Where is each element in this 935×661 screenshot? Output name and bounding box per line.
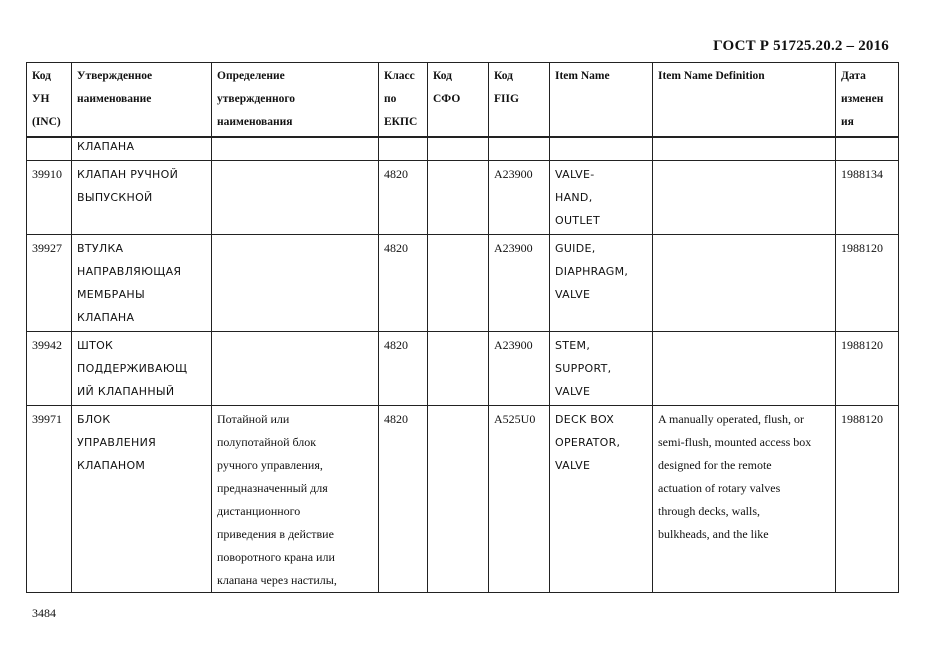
- cell-ekps: [379, 137, 428, 161]
- cell-sfo: [428, 405, 489, 592]
- table-row: [27, 137, 899, 161]
- cell-fiig: [489, 137, 550, 161]
- cell-fiig: A23900: [489, 160, 550, 234]
- col-header-ekps: Класс по ЕКПС: [379, 63, 428, 137]
- table-row: [27, 331, 899, 405]
- cell-date: 1988120: [836, 331, 899, 405]
- cell-name: КЛАПАН РУЧНОЙ ВЫПУСКНОЙ: [72, 160, 212, 234]
- table-header: [27, 63, 899, 137]
- page-number: 3484: [32, 606, 56, 620]
- col-header-name: Утвержденное наименование: [72, 63, 212, 137]
- col-header-item-name: Item Name: [550, 63, 653, 137]
- table-row: [27, 160, 899, 234]
- cell-fiig: A525U0: [489, 405, 550, 592]
- cell-date: 1988120: [836, 405, 899, 592]
- cell-item-definition: A manually operated, flush, or semi-flush, mounted access box designed for the remote actuation of rotary valves through decks, walls, bulkheads, and the like: [653, 405, 836, 592]
- cell-inc: 39971: [27, 405, 72, 592]
- col-header-sfo: Код СФО: [428, 63, 489, 137]
- cell-date: 1988120: [836, 234, 899, 331]
- col-header-definition: Определение утвержденного наименования: [212, 63, 379, 137]
- cell-item-definition: [653, 160, 836, 234]
- cell-name: ВТУЛКА НАПРАВЛЯЮЩАЯ МЕМБРАНЫ КЛАПАНА: [72, 234, 212, 331]
- cell-definition: Потайной или полупотайной блок ручного управления, предназначенный для дистанционного приведения в действие поворотного крана или клапана через настилы,: [212, 405, 379, 592]
- cell-sfo: [428, 234, 489, 331]
- cell-item-definition: [653, 234, 836, 331]
- cell-ekps: 4820: [379, 405, 428, 592]
- cell-item-name: [550, 137, 653, 161]
- col-header-date: Дата изменен ия: [836, 63, 899, 137]
- table-row: [27, 405, 899, 592]
- document-header: ГОСТ Р 51725.20.2 – 2016: [713, 38, 889, 54]
- cell-inc: 39910: [27, 160, 72, 234]
- cell-inc: 39927: [27, 234, 72, 331]
- cell-fiig: A23900: [489, 331, 550, 405]
- col-header-inc: Код УН (INC): [27, 63, 72, 137]
- cell-name: БЛОК УПРАВЛЕНИЯ КЛАПАНОМ: [72, 405, 212, 592]
- cell-ekps: 4820: [379, 331, 428, 405]
- cell-item-definition: [653, 137, 836, 161]
- cell-definition: [212, 160, 379, 234]
- cell-item-name: GUIDE, DIAPHRAGM, VALVE: [550, 234, 653, 331]
- cell-definition: [212, 137, 379, 161]
- col-header-item-definition: Item Name Definition: [653, 63, 836, 137]
- cell-item-name: STEM, SUPPORT, VALVE: [550, 331, 653, 405]
- col-header-fiig: Код FIIG: [489, 63, 550, 137]
- cell-fiig: A23900: [489, 234, 550, 331]
- cell-item-name: VALVE- HAND, OUTLET: [550, 160, 653, 234]
- catalog-table: [26, 62, 899, 593]
- cell-date: 1988134: [836, 160, 899, 234]
- cell-definition: [212, 331, 379, 405]
- cell-inc: [27, 137, 72, 161]
- cell-ekps: 4820: [379, 160, 428, 234]
- cell-name: ШТОК ПОДДЕРЖИВАЮЩ ИЙ КЛАПАННЫЙ: [72, 331, 212, 405]
- cell-sfo: [428, 160, 489, 234]
- cell-definition: [212, 234, 379, 331]
- cell-item-definition: [653, 331, 836, 405]
- cell-inc: 39942: [27, 331, 72, 405]
- cell-date: [836, 137, 899, 161]
- cell-item-name: DECK BOX OPERATOR, VALVE: [550, 405, 653, 592]
- cell-ekps: 4820: [379, 234, 428, 331]
- cell-name: КЛАПАНА: [72, 137, 212, 161]
- cell-sfo: [428, 331, 489, 405]
- cell-sfo: [428, 137, 489, 161]
- table-row: [27, 234, 899, 331]
